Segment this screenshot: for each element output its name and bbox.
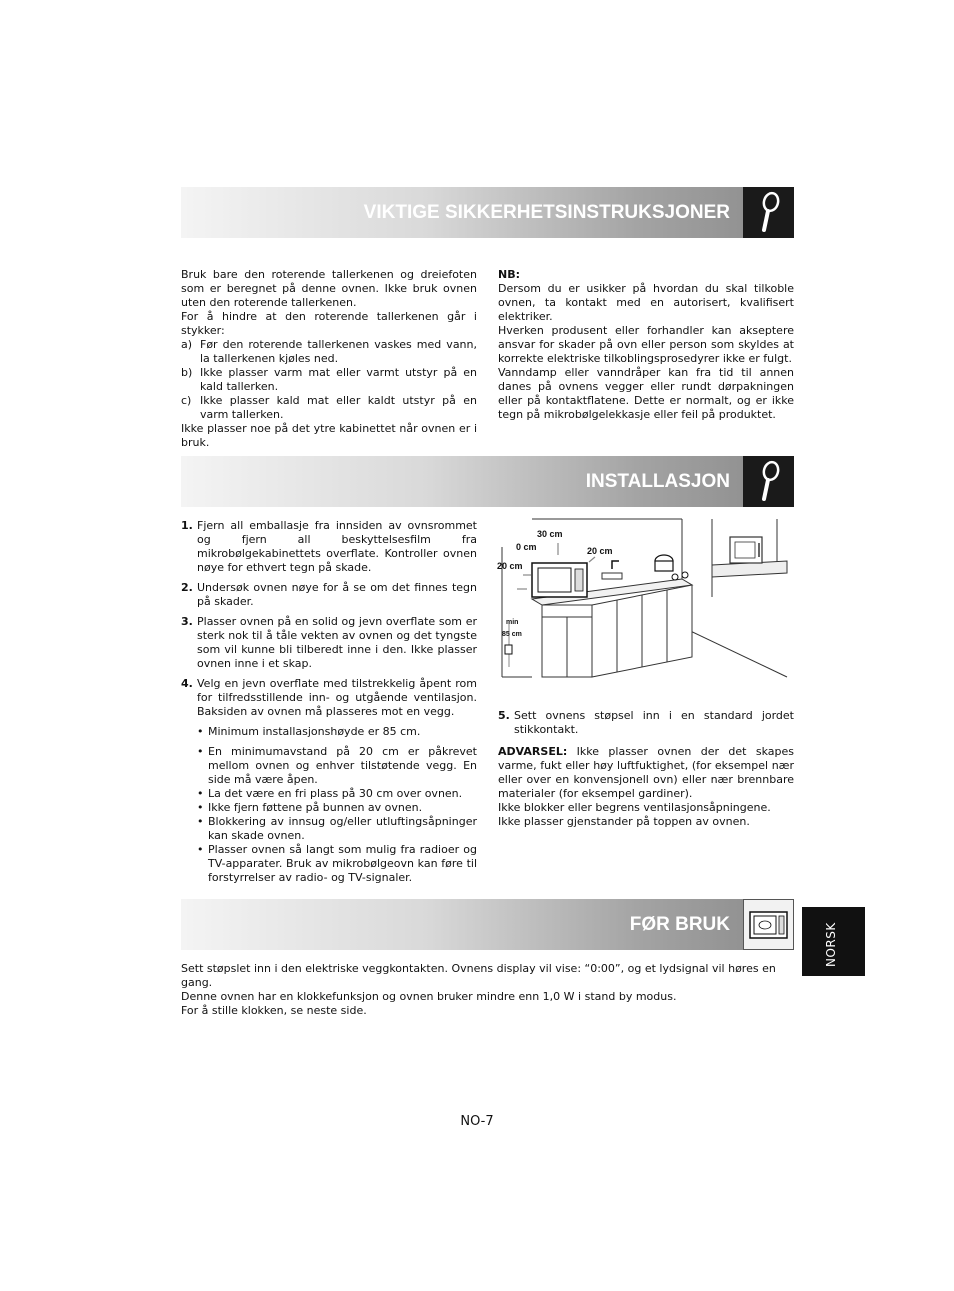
magnifier-icon: [743, 187, 794, 238]
before-use-paragraph-2: Denne ovnen har en klokkefunksjon og ovnen bruker mindre enn 1,0 W i stand by modus.: [181, 990, 677, 1003]
install-step: [181, 581, 477, 609]
install-left-column: [181, 519, 477, 885]
list-item: [197, 787, 477, 801]
install-step: [181, 677, 477, 719]
label-30cm: 30 cm: [537, 529, 563, 539]
bullet-text: Blokkering av innsug og/eller utluftingsåpninger kan skade ovnen.: [208, 815, 477, 842]
warning-label: ADVARSEL:: [498, 745, 568, 758]
safety-paragraph-1: Bruk bare den roterende tallerkenen og dreiefoten som er beregnet på denne ovnen. Ikke bruk ovnen uten den roterende tallerkenen.: [181, 268, 477, 309]
language-tab: [802, 907, 865, 976]
label-min: min: [506, 619, 519, 626]
magnifier-icon: [743, 456, 794, 507]
safety-section-header: [181, 187, 794, 238]
step-number: 1.: [181, 519, 193, 532]
install-right-column: [498, 709, 794, 829]
step-text: Plasser ovnen på en solid og jevn overflate som er sterk nok til å tåle vekten av ovnen og det tyngste som vil kunne bli tilberedt inne i den. Ikke plasser ovnen inne i et skap.: [197, 615, 477, 670]
list-item: [197, 725, 477, 739]
before-use-section-header: [181, 899, 794, 950]
list-text: Ikke plasser varm mat eller varmt utstyr på en kald tallerken.: [200, 366, 477, 393]
label-20cm-right: 20 cm: [587, 546, 613, 556]
list-key: b): [181, 366, 193, 379]
warning-paragraph-2: Ikke blokker eller begrens ventilasjonsåpningene.: [498, 801, 771, 814]
before-use-text: [181, 962, 794, 1018]
safety-left-column: [181, 268, 477, 450]
bullet-text: Plasser ovnen så langt som mulig fra radioer og TV-apparater. Bruk av mikrobølgeovn kan føre til forstyrrelser av radio- og TV-signaler.: [208, 843, 477, 884]
list-item: [197, 745, 477, 787]
bullet-text: En minimumavstand på 20 cm er påkrevet mellom ovnen og enhver tilstøtende vegg. En side må være åpen.: [208, 745, 477, 786]
list-item: [181, 366, 477, 394]
bullet-text: Ikke fjern føttene på bunnen av ovnen.: [208, 801, 423, 814]
list-item: [197, 843, 477, 885]
bullet-dot: •: [197, 725, 204, 738]
bullet-text: La det være en fri plass på 30 cm over ovnen.: [208, 787, 463, 800]
step-text: Sett ovnens støpsel inn i en standard jordet stikkontakt.: [514, 709, 794, 736]
warning-paragraph: [498, 745, 794, 801]
list-item: [197, 801, 477, 815]
warning-paragraph-3: Ikke plasser gjenstander på toppen av ovnen.: [498, 815, 750, 828]
install-bullet-list: [197, 725, 477, 885]
step-text: Velg en jevn overflate med tilstrekkelig åpent rom for tilfredsstillende inn- og utgående ventilasjon. Baksiden av ovnen må plasseres mot en vegg.: [197, 677, 477, 718]
step-number: 3.: [181, 615, 193, 628]
step-number: 5.: [498, 709, 510, 722]
install-step: [181, 615, 477, 671]
installation-diagram: [497, 517, 795, 685]
list-text: Før den roterende tallerkenen vaskes med vann, la tallerkenen kjøles ned.: [200, 338, 477, 365]
before-use-paragraph-3: For å stille klokken, se neste side.: [181, 1004, 367, 1017]
label-0cm: 0 cm: [516, 542, 537, 552]
bullet-dot: •: [197, 801, 204, 814]
safety-title: VIKTIGE SIKKERHETSINSTRUKSJONER: [363, 202, 730, 223]
install-section-header: [181, 456, 794, 507]
bullet-dot: •: [197, 815, 204, 828]
step-number: 2.: [181, 581, 193, 594]
nb-paragraph-1: Dersom du er usikker på hvordan du skal tilkoble ovnen, ta kontakt med en autorisert, kvalifisert elektriker.: [498, 282, 794, 323]
list-text: Ikke plasser kald mat eller kaldt utstyr på en varm tallerken.: [200, 394, 477, 421]
install-step: [181, 519, 477, 575]
install-step: [498, 709, 794, 737]
install-title: INSTALLASJON: [585, 471, 730, 492]
list-item: [181, 338, 477, 366]
bullet-dot: •: [197, 843, 204, 856]
nb-paragraph-3: Vanndamp eller vanndråper kan fra tid til annen danes på ovnens vegger eller rundt dørpakningen eller på kontaktflatene. Dette er normalt, og er ikke tegn på mikrobølgelekkasje eller feil på produktet.: [498, 366, 794, 421]
list-key: a): [181, 338, 193, 351]
list-item: [181, 394, 477, 422]
step-number: 4.: [181, 677, 193, 690]
before-use-paragraph-1: Sett støpslet inn i den elektriske veggkontakten. Ovnens display vil vise: “0:00”, og et lydsignal vil høres en gang.: [181, 962, 776, 989]
warning-text: Ikke plasser ovnen der det skapes varme, fukt eller høy luftfuktighet, (for eksempel nær eller over en konvensjonell ovn) eller nær brennbare materialer (for eksempel gardiner).: [498, 745, 794, 800]
step-text: Undersøk ovnen nøye for å se om det finnes tegn på skader.: [197, 581, 477, 608]
before-use-title: FØR BRUK: [629, 914, 730, 935]
microwave-icon: [743, 899, 794, 950]
bullet-dot: •: [197, 787, 204, 800]
nb-paragraph-2: Hverken produsent eller forhandler kan akseptere ansvar for skader på ovn eller person som skyldes at korrekte elektriske tilkoblingsprosedyrer ikke er fulgt.: [498, 324, 794, 365]
safety-paragraph-2: For å hindre at den roterende tallerkenen går i stykker:: [181, 310, 477, 337]
bullet-dot: •: [197, 745, 204, 758]
list-item: [197, 815, 477, 843]
safety-right-column: [498, 268, 794, 422]
step-text: Fjern all emballasje fra innsiden av ovnsrommet og fjern all beskyttelsesfilm fra mikrobølgekabinettets overflate. Kontroller ovnen nøye for ethvert tegn på skade.: [197, 519, 477, 574]
label-20cm-left: 20 cm: [497, 561, 523, 571]
language-tab-label: NORSK: [824, 922, 838, 967]
bullet-text: Minimum installasjonshøyde er 85 cm.: [208, 725, 421, 738]
safety-paragraph-3: Ikke plasser noe på det ytre kabinettet når ovnen er i bruk.: [181, 422, 477, 449]
page-number: NO-7: [460, 1114, 494, 1129]
list-key: c): [181, 394, 192, 407]
label-85cm: 85 cm: [502, 631, 522, 638]
nb-label: NB:: [498, 268, 520, 281]
